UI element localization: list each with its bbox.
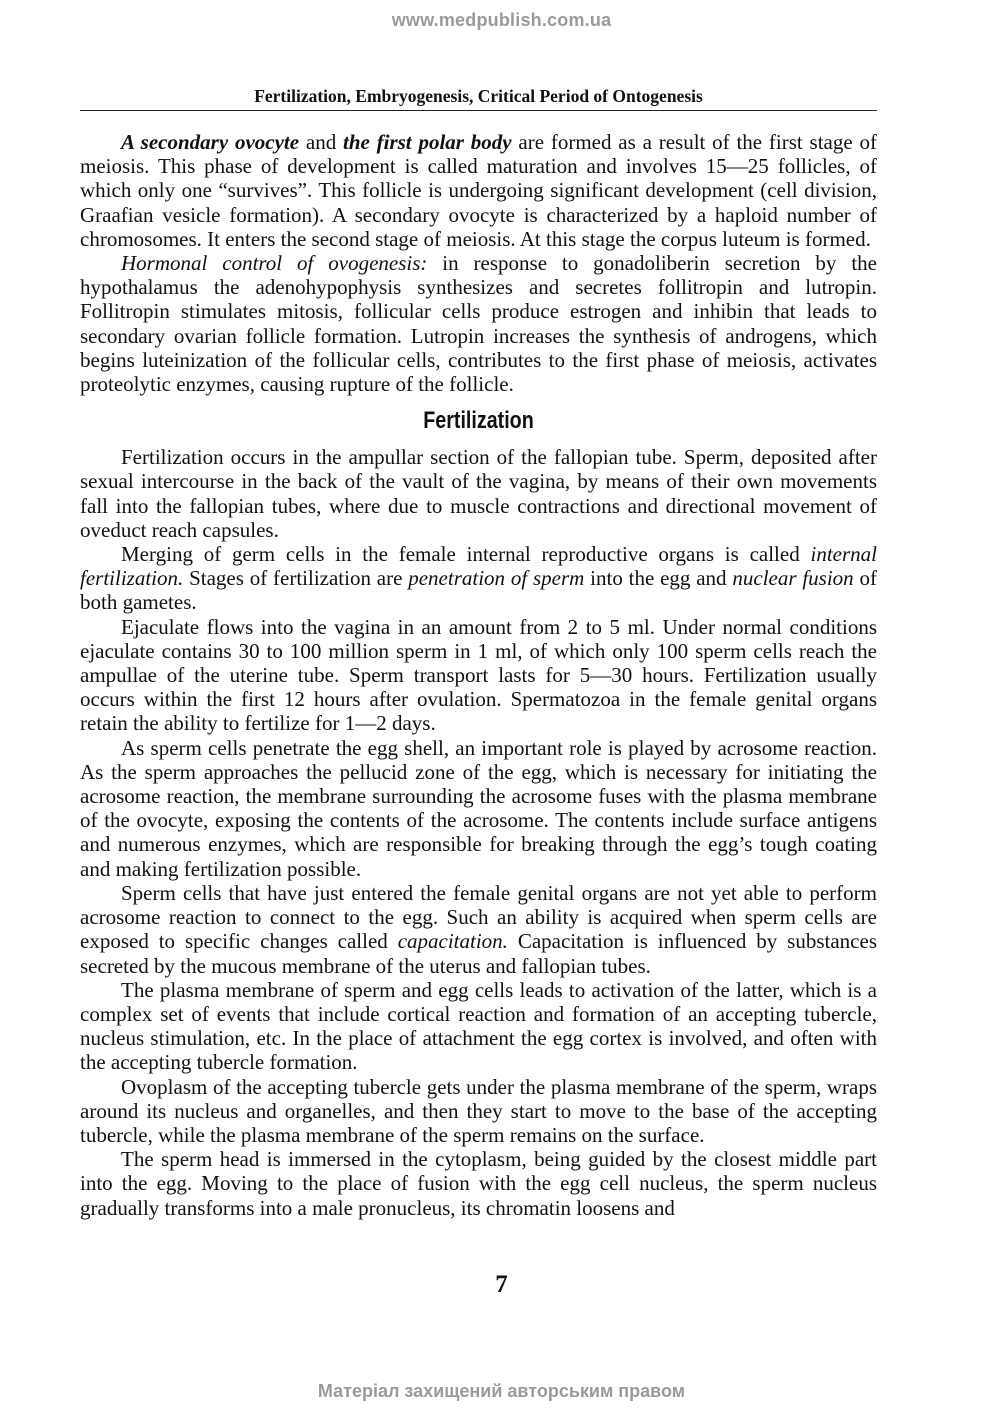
page-body [80,130,877,1220]
term-nuclear-fusion: nuclear fusion [732,566,854,591]
paragraph-fertilization-site: Fertilization occurs in the ampullar section of the fallopian tube. Sperm, deposited after sexual intercourse in the back of the vault of the vagina, by means of their own movements fall into the fallopian tubes, where due to muscle contractions and directional movement of oveduct reach capsules. [80,445,877,542]
paragraph-capacitation: Sperm cells that have just entered the female genital organs are not yet able to perform acrosome reaction to connect to the egg. Such an ability is acquired when sperm cells are exposed to specific changes called capacitation. Capacitation is influenced by substances secreted by the mucous membrane of the uterus and fallopian tubes. [80,880,877,978]
header-rule [80,110,877,111]
paragraph-ejaculate: Ejaculate flows into the vagina in an amount from 2 to 5 ml. Under normal conditions ejaculate contains 30 to 100 million sperm in 1 ml, of which only 100 sperm cells reach the ampullae of the uterine tube. Sperm transport lasts for 5—30 hours. Fertilization usually occurs within the first 12 hours after ovulation. Spermatozoa in the female genital organs retain the ability to fertilize for 1—2 days. [80,614,877,736]
running-head-title: Fertilization, Embryogenesis, Critical Period of Ontogenesis [254,86,703,106]
term-secondary-ovocyte: A secondary ovocyte [121,130,300,154]
term-hormonal-control: Hormonal control of ovogenesis: [121,251,428,276]
section-heading-fertilization: Fertilization [423,407,534,435]
paragraph-sperm-head: The sperm head is immersed in the cytoplasm, being guided by the closest middle part into the egg. Moving to the place of fusion with the egg cell nucleus, the sperm nucleus gradually transforms into a male pronucleus, its chromatin loosens and [80,1147,877,1220]
paragraph-acrosome-reaction: As sperm cells penetrate the egg shell, an important role is played by acrosome reaction. As the sperm approaches the pellucid zone of the egg, which is necessary for initiating the acrosome reaction, the membrane surrounding the acrosome fuses with the plasma membrane of the ovocyte, exposing the contents of the acrosome. The contents include surface antigens and numerous enzymes, which are responsible for breaking through the egg’s tough coating and making fertilization possible. [80,735,877,881]
copyright-watermark: Матеріал захищений авторським правом [317,1381,686,1401]
term-capacitation: capacitation. [397,929,508,954]
paragraph-plasma-membrane: The plasma membrane of sperm and egg cells leads to activation of the latter, which is a complex set of events that include cortical reaction and formation of an accepting tubercle, nucleus stimulation, etc. In the place of attachment the egg cortex is involved, and often with the accepting tubercle formation. [80,977,877,1075]
page-number: 7 [495,1271,508,1298]
term-first-polar-body: the first polar body [343,130,512,154]
term-internal-fertilization: internal fertilization. [80,542,877,591]
term-penetration-of-sperm: penetration of sperm [408,566,585,591]
paragraph-secondary-ovocyte: A secondary ovocyte and the first polar body are formed as a result of the first stage of meiosis. This phase of development is called maturation and involves 15—25 follicles, of which only one “survives”. This follicle is undergoing significant development (cell division, Graafian vesicle formation). A secondary ovocyte is characterized by a haploid number of chromosomes. It enters the second stage of meiosis. At this stage the corpus luteum is formed. [80,130,877,251]
watermark-url: www.medpublish.com.ua [391,10,612,30]
paragraph-hormonal-control: Hormonal control of ovogenesis: in response to gonadoliberin secretion by the hypothalamus the adenohypophysis synthesizes and secretes follitropin and lutropin. Follitropin stimulates mitosis, follicular cells produce estrogen and inhibin that leads to secondary ovarian follicle formation. Lutropin increases the synthesis of androgens, which begins luteinization of the follicular cells, contributes to the first phase of meiosis, activates proteolytic enzymes, causing rupture of the follicle. [80,251,877,397]
paragraph-ovoplasm: Ovoplasm of the accepting tubercle gets under the plasma membrane of the sperm, wraps around its nucleus and organelles, and then they start to move to the base of the accepting tubercle, while the plasma membrane of the sperm remains on the surface. [80,1074,877,1147]
paragraph-internal-fertilization: Merging of germ cells in the female internal reproductive organs is called internal fertilization. Stages of fertilization are penetration of sperm into the egg and nuclear fusion of both gametes. [80,542,877,615]
